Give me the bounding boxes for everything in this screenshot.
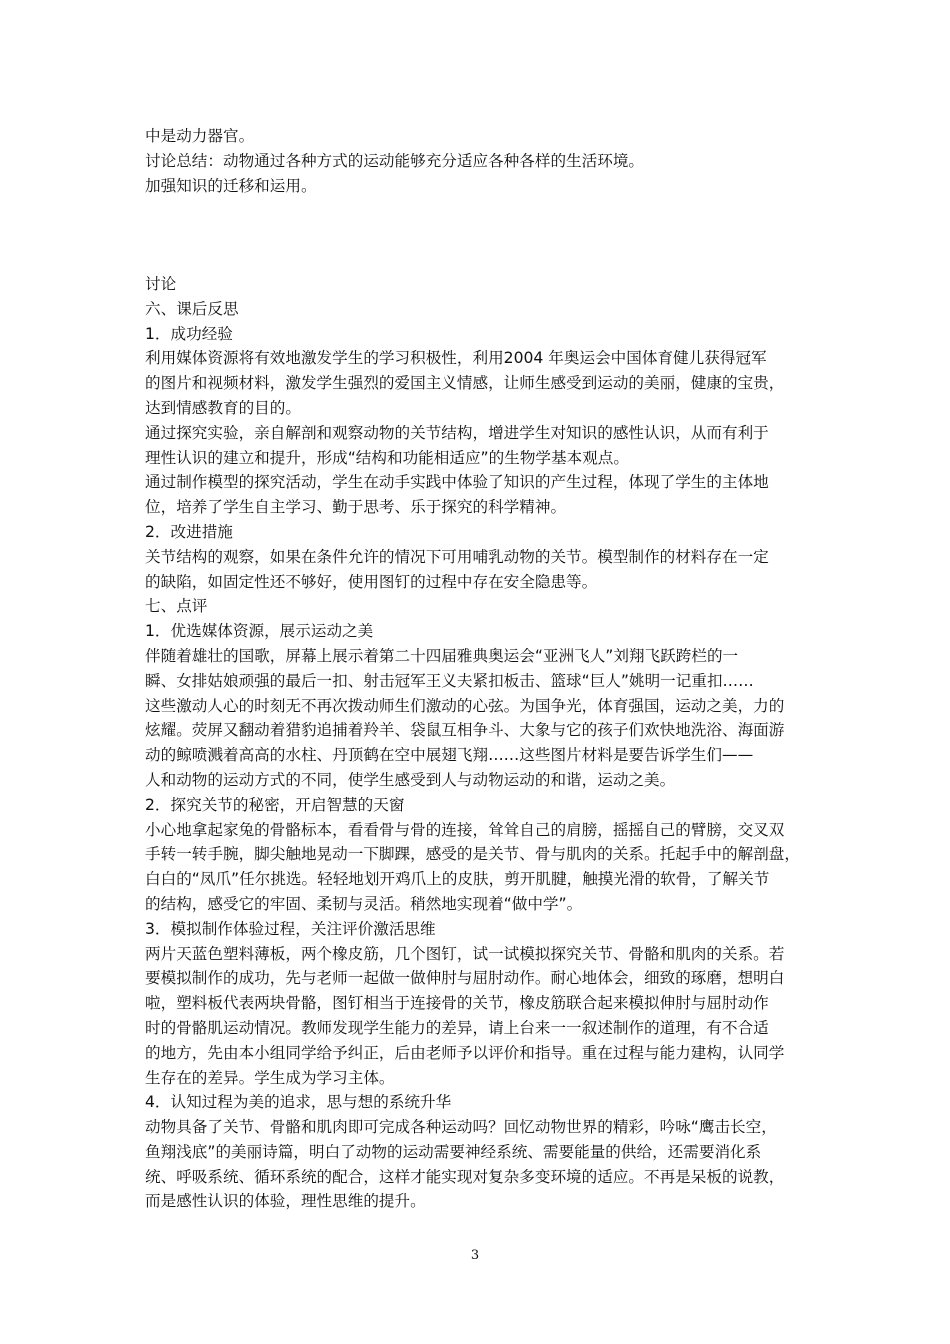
body-paragraph-line: 白白的“凤爪”任尔挑选。轻轻地划开鸡爪上的皮肤，剪开肌腱，触摸光滑的软骨，了解关节 (145, 870, 770, 889)
body-paragraph-line: 的结构，感受它的牢固、柔韧与灵活。稍然地实现着“做中学”。 (145, 894, 583, 913)
body-paragraph-line: 的地方，先由本小组同学给予纠正，后由老师予以评价和指导。重在过程与能力建构，认同学 (145, 1043, 785, 1062)
body-paragraph-line: 1．优选媒体资源，展示运动之美 (145, 622, 374, 641)
body-paragraph-line: 统、呼吸系统、循环系统的配合，这样才能实现对复杂多变环境的适应。不再是呆板的说教， (145, 1167, 785, 1186)
body-paragraph-line: 七、点评 (145, 597, 208, 616)
page-number: 3 (470, 1248, 480, 1263)
body-paragraph-line: 通过制作模型的探究活动，学生在动手实践中体验了知识的产生过程，体现了学生的主体地 (145, 473, 769, 492)
body-paragraph-line: 利用媒体资源将有效地激发学生的学习积极性，利用2004 年奥运会中国体育健儿获得冠军 (145, 349, 767, 368)
main-text-block (145, 272, 825, 1214)
body-paragraph-line: 瞬、女排姑娘顽强的最后一扣、射击冠军王义夫紧扣板击、篮球“巨人”姚明一记重扣…… (145, 671, 754, 690)
body-paragraph-line: 这些激动人心的时刻无不再次拨动师生们激动的心弦。为国争光，体育强国，运动之美，力的 (145, 696, 785, 715)
body-paragraph-line: 六、课后反思 (145, 299, 239, 318)
body-paragraph-line: 动的鲸喷溅着高高的水柱、丹顶鹤在空中展翅飞翔……这些图片材料是要告诉学生们—— (145, 746, 754, 765)
top-paragraph-line: 加强知识的迁移和运用。 (145, 176, 317, 195)
top-text-block (145, 124, 825, 198)
top-paragraph-line: 讨论总结：动物通过各种方式的运动能够充分适应各种各样的生活环境。 (145, 151, 645, 170)
body-paragraph-line: 伴随着雄壮的国歌，屏幕上展示着第二十四届雅典奥运会“亚洲飞人”刘翔飞跃跨栏的一 (145, 646, 739, 665)
top-paragraph-line: 中是动力器官。 (145, 127, 255, 145)
body-paragraph-line: 炫耀。荧屏又翻动着猎豹追捕着羚羊、袋鼠互相争斗、大象与它的孩子们欢快地洗浴、海面游 (145, 721, 785, 740)
body-paragraph-line: 手转一转手腕，脚尖触地晃动一下脚踝，感受的是关节、骨与肌肉的关系。托起手中的解剖盘， (145, 845, 800, 864)
body-paragraph-line: 生存在的差异。学生成为学习主体。 (145, 1068, 395, 1087)
body-paragraph-line: 3．模拟制作体验过程，关注评价激活思维 (145, 919, 436, 938)
body-paragraph-line: 动物具备了关节、骨骼和肌肉即可完成各种运动吗？回忆动物世界的精彩，吟咏“鹰击长空， (145, 1118, 777, 1137)
body-paragraph-line: 的缺陷，如固定性还不够好，使用图钉的过程中存在安全隐患等。 (145, 572, 598, 591)
body-paragraph-line: 时的骨骼肌运动情况。教师发现学生能力的差异，请上台来一一叙述制作的道理，有不合适 (145, 1018, 769, 1037)
body-paragraph-line: 的图片和视频材料，激发学生强烈的爱国主义情感，让师生感受到运动的美丽，健康的宝贵， (145, 374, 785, 393)
body-paragraph-line: 4．认知过程为美的追求，思与想的系统升华 (145, 1093, 452, 1112)
body-paragraph-line: 2．探究关节的秘密，开启智慧的天窗 (145, 795, 405, 814)
body-paragraph-line: 人和动物的运动方式的不同，使学生感受到人与动物运动的和谐，运动之美。 (145, 770, 676, 789)
body-paragraph-line: 啦，塑料板代表两块骨骼，图钉相当于连接骨的关节，橡皮筋联合起来模拟伸肘与屈肘动作 (145, 994, 769, 1013)
body-paragraph-line: 位，培养了学生自主学习、勤于思考、乐于探究的科学精神。 (145, 498, 567, 517)
body-paragraph-line: 而是感性认识的体验，理性思维的提升。 (145, 1192, 426, 1211)
body-paragraph-line: 讨论 (145, 275, 177, 293)
body-paragraph-line: 鱼翔浅底”的美丽诗篇，明白了动物的运动需要神经系统、需要能量的供给，还需要消化系 (145, 1142, 762, 1161)
body-paragraph-line: 理性认识的建立和提升，形成“结构和功能相适应”的生物学基本观点。 (145, 448, 629, 467)
body-paragraph-line: 2．改进措施 (145, 522, 233, 541)
body-paragraph-line: 达到情感教育的目的。 (145, 398, 301, 417)
body-paragraph-line: 要模拟制作的成功，先与老师一起做一做伸肘与屈肘动作。耐心地体会，细致的琢磨，想明白 (145, 969, 785, 988)
body-paragraph-line: 小心地拿起家兔的骨骼标本，看看骨与骨的连接，耸耸自己的肩膀，摇摇自己的臂膀，交叉双 (145, 820, 785, 839)
body-paragraph-line: 通过探究实验，亲自解剖和观察动物的关节结构，增进学生对知识的感性认识，从而有利于 (145, 423, 769, 442)
body-paragraph-line: 两片天蓝色塑料薄板，两个橡皮筋，几个图钉，试一试模拟探究关节、骨骼和肌肉的关系。若 (145, 944, 785, 963)
body-paragraph-line: 1．成功经验 (145, 324, 233, 343)
body-paragraph-line: 关节结构的观察，如果在条件允许的情况下可用哺乳动物的关节。模型制作的材料存在一定 (145, 547, 769, 566)
